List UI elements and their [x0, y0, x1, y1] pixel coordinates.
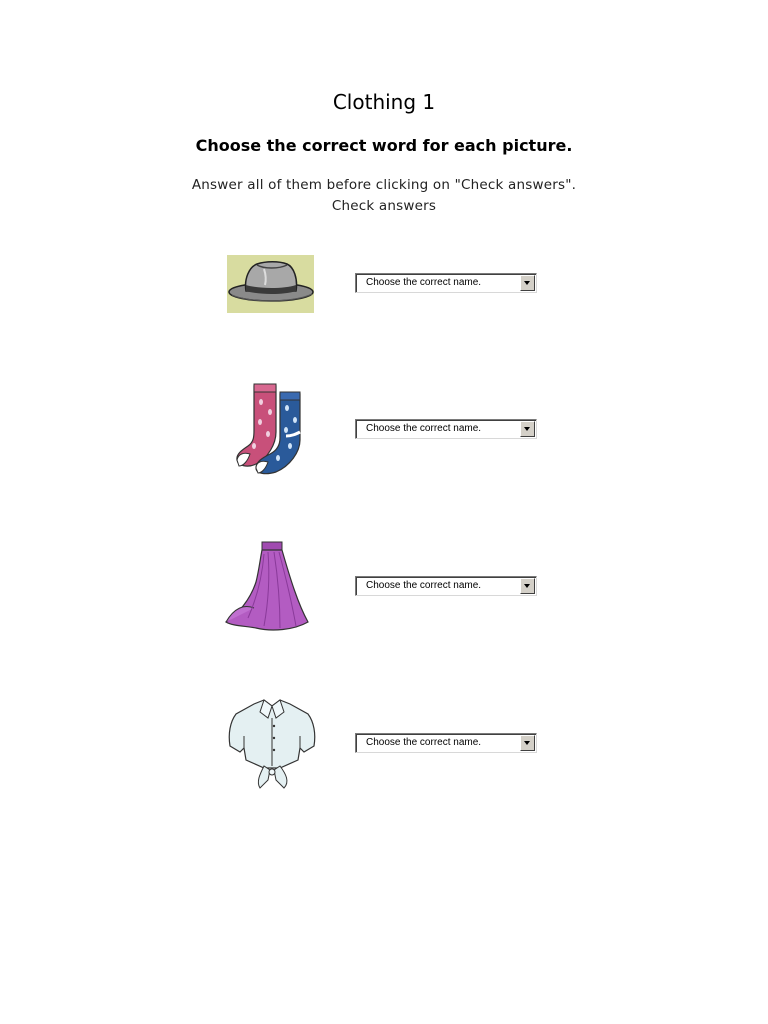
chevron-down-icon[interactable] [520, 735, 535, 751]
answer-select-4[interactable] [355, 733, 537, 753]
answer-select-4-value: Choose the correct name. [366, 737, 482, 748]
answer-select-1-value: Choose the correct name. [366, 277, 482, 288]
answer-select-2[interactable] [355, 419, 537, 439]
answer-select-3-value: Choose the correct name. [366, 580, 482, 591]
answer-select-2-value: Choose the correct name. [366, 423, 482, 434]
chevron-down-icon[interactable] [520, 578, 535, 594]
answer-select-1[interactable] [355, 273, 537, 293]
skirt-icon [224, 538, 320, 634]
instructions-text: Answer all of them before clicking on "Check answers". [191, 177, 577, 193]
page-subtitle: Choose the correct word for each picture. [195, 136, 573, 155]
chevron-down-icon[interactable] [520, 421, 535, 437]
page-title: Clothing 1 [332, 90, 436, 114]
answer-select-3[interactable] [355, 576, 537, 596]
socks-icon [224, 380, 320, 476]
chevron-down-icon[interactable] [520, 275, 535, 291]
check-answers-link[interactable]: Check answers [331, 198, 437, 214]
hat-icon [224, 239, 320, 335]
shirt-icon [224, 696, 320, 792]
